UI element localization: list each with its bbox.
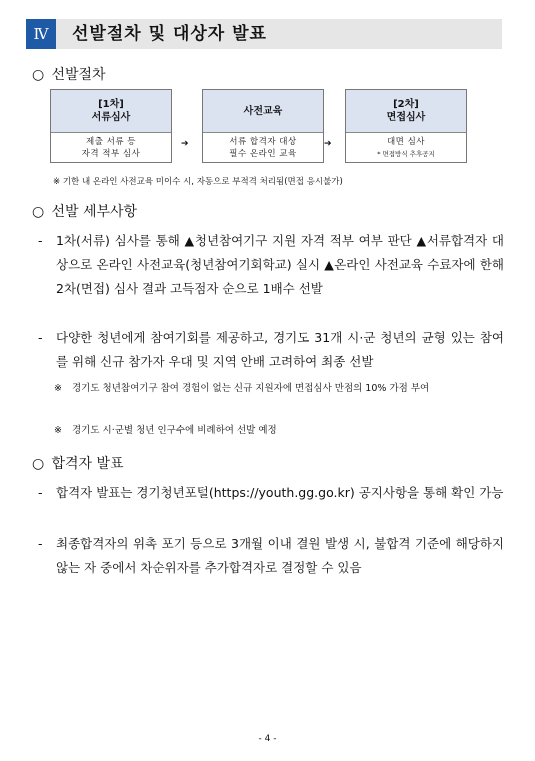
subsection-heading-selection-process [32,64,106,84]
reference-mark: ※ [54,425,62,436]
flow-detail-line: 대면 심사 [386,136,426,147]
flow-box-body [51,133,171,162]
circle-bullet: ○ [32,204,45,220]
flow-stage-name: 서류심사 [91,112,131,123]
flow-box-pre-education [202,89,324,163]
flow-detail-footnote: * 면접방식 추후공지 [377,149,435,158]
paragraph-text: 최종합격자의 위촉 포기 등으로 3개월 이내 결원 발생 시, 불합격 기준에 해당하지 않는 자 중에서 차순위자를 추가합격자로 결정할 수 있음 [56,536,504,575]
announcement-item-additional-pass [38,532,504,580]
subsection-title: 합격자 발표 [51,456,124,472]
flow-box-document-review [50,89,172,163]
dash-bullet: - [38,485,43,500]
subsection-heading-announcement [32,453,124,473]
flow-stage-label: [2차] [393,99,419,110]
flow-box-interview [345,89,467,163]
section-title: 선발절차 및 대상자 발표 [72,24,267,44]
paragraph-text: 1차(서류) 심사를 통해 ▲청년참여기구 지원 자격 적부 여부 판단 ▲서류합격자 대상으로 온라인 사전교육(청년참여기회학교) 실시 ▲온라인 사전교육 수료자에 한해 2차(면접) 심사 결과 고득점자 순으로 1배수 선발 [56,233,504,296]
detail-item-screening [38,229,504,301]
page-number: - 4 - [258,734,277,744]
announcement-item-portal [38,481,504,505]
dash-bullet: - [38,233,43,248]
flow-arrow-icon: ➔ [181,139,189,149]
flow-box-body [346,133,466,162]
section-number-badge: Ⅳ [26,19,56,49]
section-header [26,19,502,49]
note-text: 경기도 시·군별 청년 인구수에 비례하여 선발 예정 [72,425,277,436]
pre-education-note: ※ 기한 내 온라인 사전교육 미이수 시, 자동으로 부적격 처리됨(면접 응시불가) [53,177,343,187]
subsection-heading-selection-details [32,201,137,221]
flow-stage-name: 사전교육 [243,105,283,117]
detail-item-final-selection [38,326,504,374]
flow-detail-line: 필수 온라인 교육 [229,148,297,159]
flow-arrow-icon: ➔ [324,139,332,149]
note-bonus-points [54,380,504,398]
flow-box-body [203,133,323,162]
note-text: 경기도 청년참여기구 참여 경험이 없는 신규 지원자에 면접심사 만점의 10% 가점 부여 [72,383,430,394]
circle-bullet: ○ [32,67,45,83]
flow-detail-line: 자격 적부 심사 [81,148,141,159]
paragraph-text: 합격자 발표는 경기청년포털(https://youth.gg.go.kr) 공지사항을 통해 확인 가능 [56,485,504,500]
flow-box-header [51,90,171,133]
note-regional-quota [54,422,504,440]
paragraph-text: 다양한 청년에게 참여기회를 제공하고, 경기도 31개 시·군 청년의 균형 있는 참여를 위해 신규 참가자 우대 및 지역 안배 고려하여 최종 선발 [56,330,504,369]
flow-detail-line: 서류 합격자 대상 [229,136,297,147]
flow-stage-name: 면접심사 [386,112,426,123]
flow-stage-label: [1차] [98,99,124,110]
flow-box-header [346,90,466,133]
subsection-title: 선발 세부사항 [51,204,138,220]
flow-detail-line: 제출 서류 등 [86,136,136,147]
dash-bullet: - [38,536,43,551]
reference-mark: ※ [54,383,62,394]
flow-box-header [203,90,323,133]
dash-bullet: - [38,330,43,345]
subsection-title: 선발절차 [51,67,106,83]
circle-bullet: ○ [32,456,45,472]
